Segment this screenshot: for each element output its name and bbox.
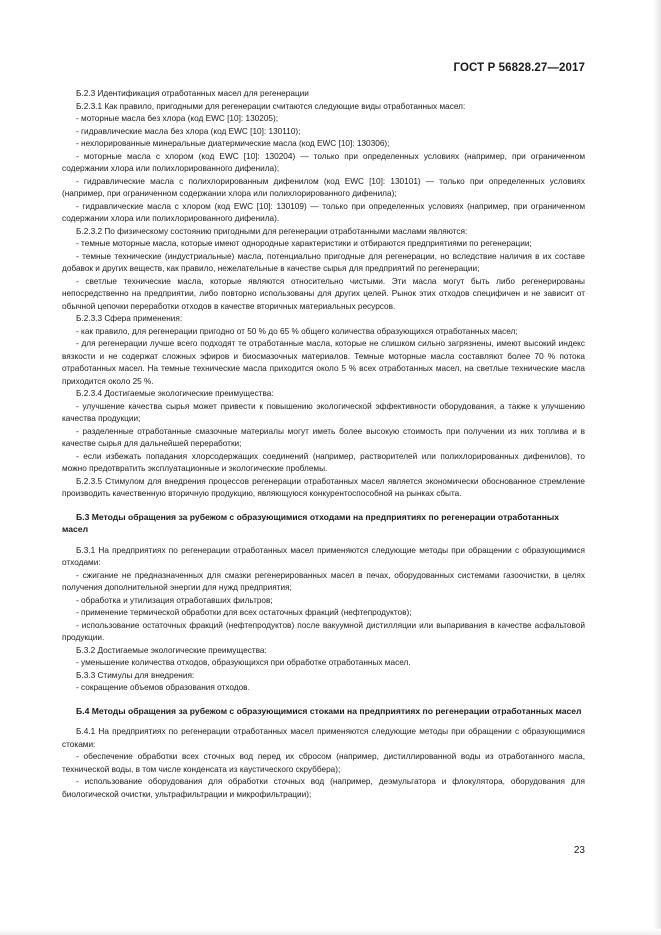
paragraph: Б.3.2 Достигаемые экологические преимущества: (76, 645, 267, 655)
paragraph: Б.2.3 Идентификация отработанных масел для регенерации (76, 89, 309, 98)
list-item: - гидравлические масла без хлора (код EWC [10]: 130110); (76, 126, 301, 136)
paragraph: Б.2.3.4 Достигаемые экологические преимущества: (76, 389, 274, 398)
page-body (62, 88, 585, 801)
list-item: - моторные масла с хлором (код EWC [10]: 130204) — только при определенных условиях (например, при ограниченном содержании хлора или полихлорированного дифенила); (62, 151, 585, 173)
document-header: ГОСТ Р 56828.27—2017 (453, 62, 585, 74)
list-item: - как правило, для регенерации пригодно от 50 % до 65 % общего количества образующихся отработанных масел; (76, 326, 518, 336)
page-edge-shadow (653, 0, 661, 935)
paragraph: Б.3.1 На предприятиях по регенерации отработанных масел применяются следующие методы при обращении с образующимися отходами: (62, 545, 585, 567)
list-item: - для регенерации лучше всего подходят те отработанные масла, которые не слишком сильно загрязнены, имеют высокий индекс вязкости и не содержат сложных эфиров и биосмазочных материалов. Темные моторные масла составляют более 70 % потока отработанных масел. На темные технические масла приходится около 5 % всех отработанных масел, на светлые технические масла приходится около 25 %. (62, 339, 585, 386)
list-item: - темные моторные масла, которые имеют однородные характеристики и отбираются предприятиями по регенерации; (76, 239, 532, 248)
paragraph: Б.2.3.5 Стимулом для внедрения процессов регенерации отработанных масел является экономически обоснованное стремление производить качественную вторичную продукцию, являющуюся конкурентоспособной на рынках сбыта. (62, 476, 585, 498)
page-number: 23 (573, 845, 585, 856)
paragraph: Б.3.3 Стимулы для внедрения: (76, 670, 195, 680)
list-item: - применение термической обработки для всех остаточных фракций (нефтепродуктов); (76, 608, 412, 617)
list-item: - гидравлические масла с хлором (код EWC [10]: 130109) — только при определенных условиях (например, при ограниченном содержании хлора или полихлорированного дифенила). (62, 201, 585, 223)
list-item: - сокращение объемов образования отходов. (76, 683, 250, 692)
list-item: - моторные масла без хлора (код EWC [10]: 130205); (76, 114, 279, 123)
section-heading-b4: Б.4 Методы обращения за рубежом с образующимися стоками на предприятиях по регенерации отработанных масел (76, 705, 582, 716)
paragraph: Б.2.3.1 Как правило, пригодными для регенерации считаются следующие виды отработанных масел: (76, 101, 466, 111)
paragraph: Б.4.1 На предприятиях по регенерации отработанных масел применяются следующие методы при обращении с образующимися стоками: (62, 727, 585, 749)
list-item: - использование оборудования для обработки сточных вод (например, деэмульгатора и флокулятора, оборудования для биологической очистки, ультрафильтрации и микрофильтрации); (62, 777, 585, 799)
list-item: - сжигание не предназначенных для смазки регенерированных масел в печах, оборудованных системами газоочистки, в целях получения дополнительной энергии для нужд предприятия; (62, 570, 585, 592)
list-item: - улучшение качества сырья может привести к повышению экологической эффективности оборудования, а также к улучшению качества продукции; (62, 401, 585, 423)
list-item: - использование остаточных фракций (нефтепродуктов) после вакуумной дистилляции или выпаривания в качестве асфальтовой продукции. (62, 620, 585, 642)
list-item: - нехлорированные минеральные диатермические масла (код EWC [10]: 130306); (76, 139, 390, 148)
list-item: - разделенные отработанные смазочные материалы могут иметь более высокую стоимость при получении из них топлива и в качестве сырья для дальнейшей переработки; (62, 426, 585, 448)
list-item: - темные технические (индустриальные) масла, потенциально пригодные для регенерации, но вследствие наличия в их составе добавок и других веществ, как правило, нежелательные в качестве сырья для предприятий по регенерации; (62, 251, 585, 273)
section-heading-b3: Б.3 Методы обращения за рубежом с образующимися отходами на предприятиях по регенерации отработанных масел (62, 511, 560, 534)
list-item: - обработка и утилизация отработавших фильтров; (76, 595, 273, 605)
page-edge-shadow-bottom (0, 929, 661, 935)
list-item: - светлые технические масла, которые являются относительно чистыми. Эти масла могут быть либо регенерированы непосредственно на предприятии, либо повторно использованы для других целей. Рынок этих отходов специфичен и не зависит от обычной цепочки переработки отходов в качестве вторичных материальных ресурсов. (62, 276, 585, 311)
list-item: - если избежать попадания хлорсодержащих соединений (например, растворителей или полихлорированных дифенилов), то можно предотвратить эксплуатационные и экологические проблемы. (62, 451, 585, 473)
list-item: - обеспечение обработки всех сточных вод перед их сбросом (например, дистиллированной воды из отработанного масла, технической воды, в том числе конденсата из каустического скруббера); (62, 752, 585, 774)
list-item: - уменьшение количества отходов, образующихся при обработке отработанных масел. (76, 658, 411, 667)
list-item: - гидравлические масла с полихлорированным дифенилом (код EWC [10]: 130101) — только при определенных условиях (например, при ограниченном содержании хлора или полихлорированного дифенила); (62, 176, 585, 198)
paragraph: Б.2.3.3 Сфера применения: (76, 314, 183, 323)
paragraph: Б.2.3.2 По физическому состоянию пригодными для регенерации отработанными маслами являются: (76, 226, 468, 236)
